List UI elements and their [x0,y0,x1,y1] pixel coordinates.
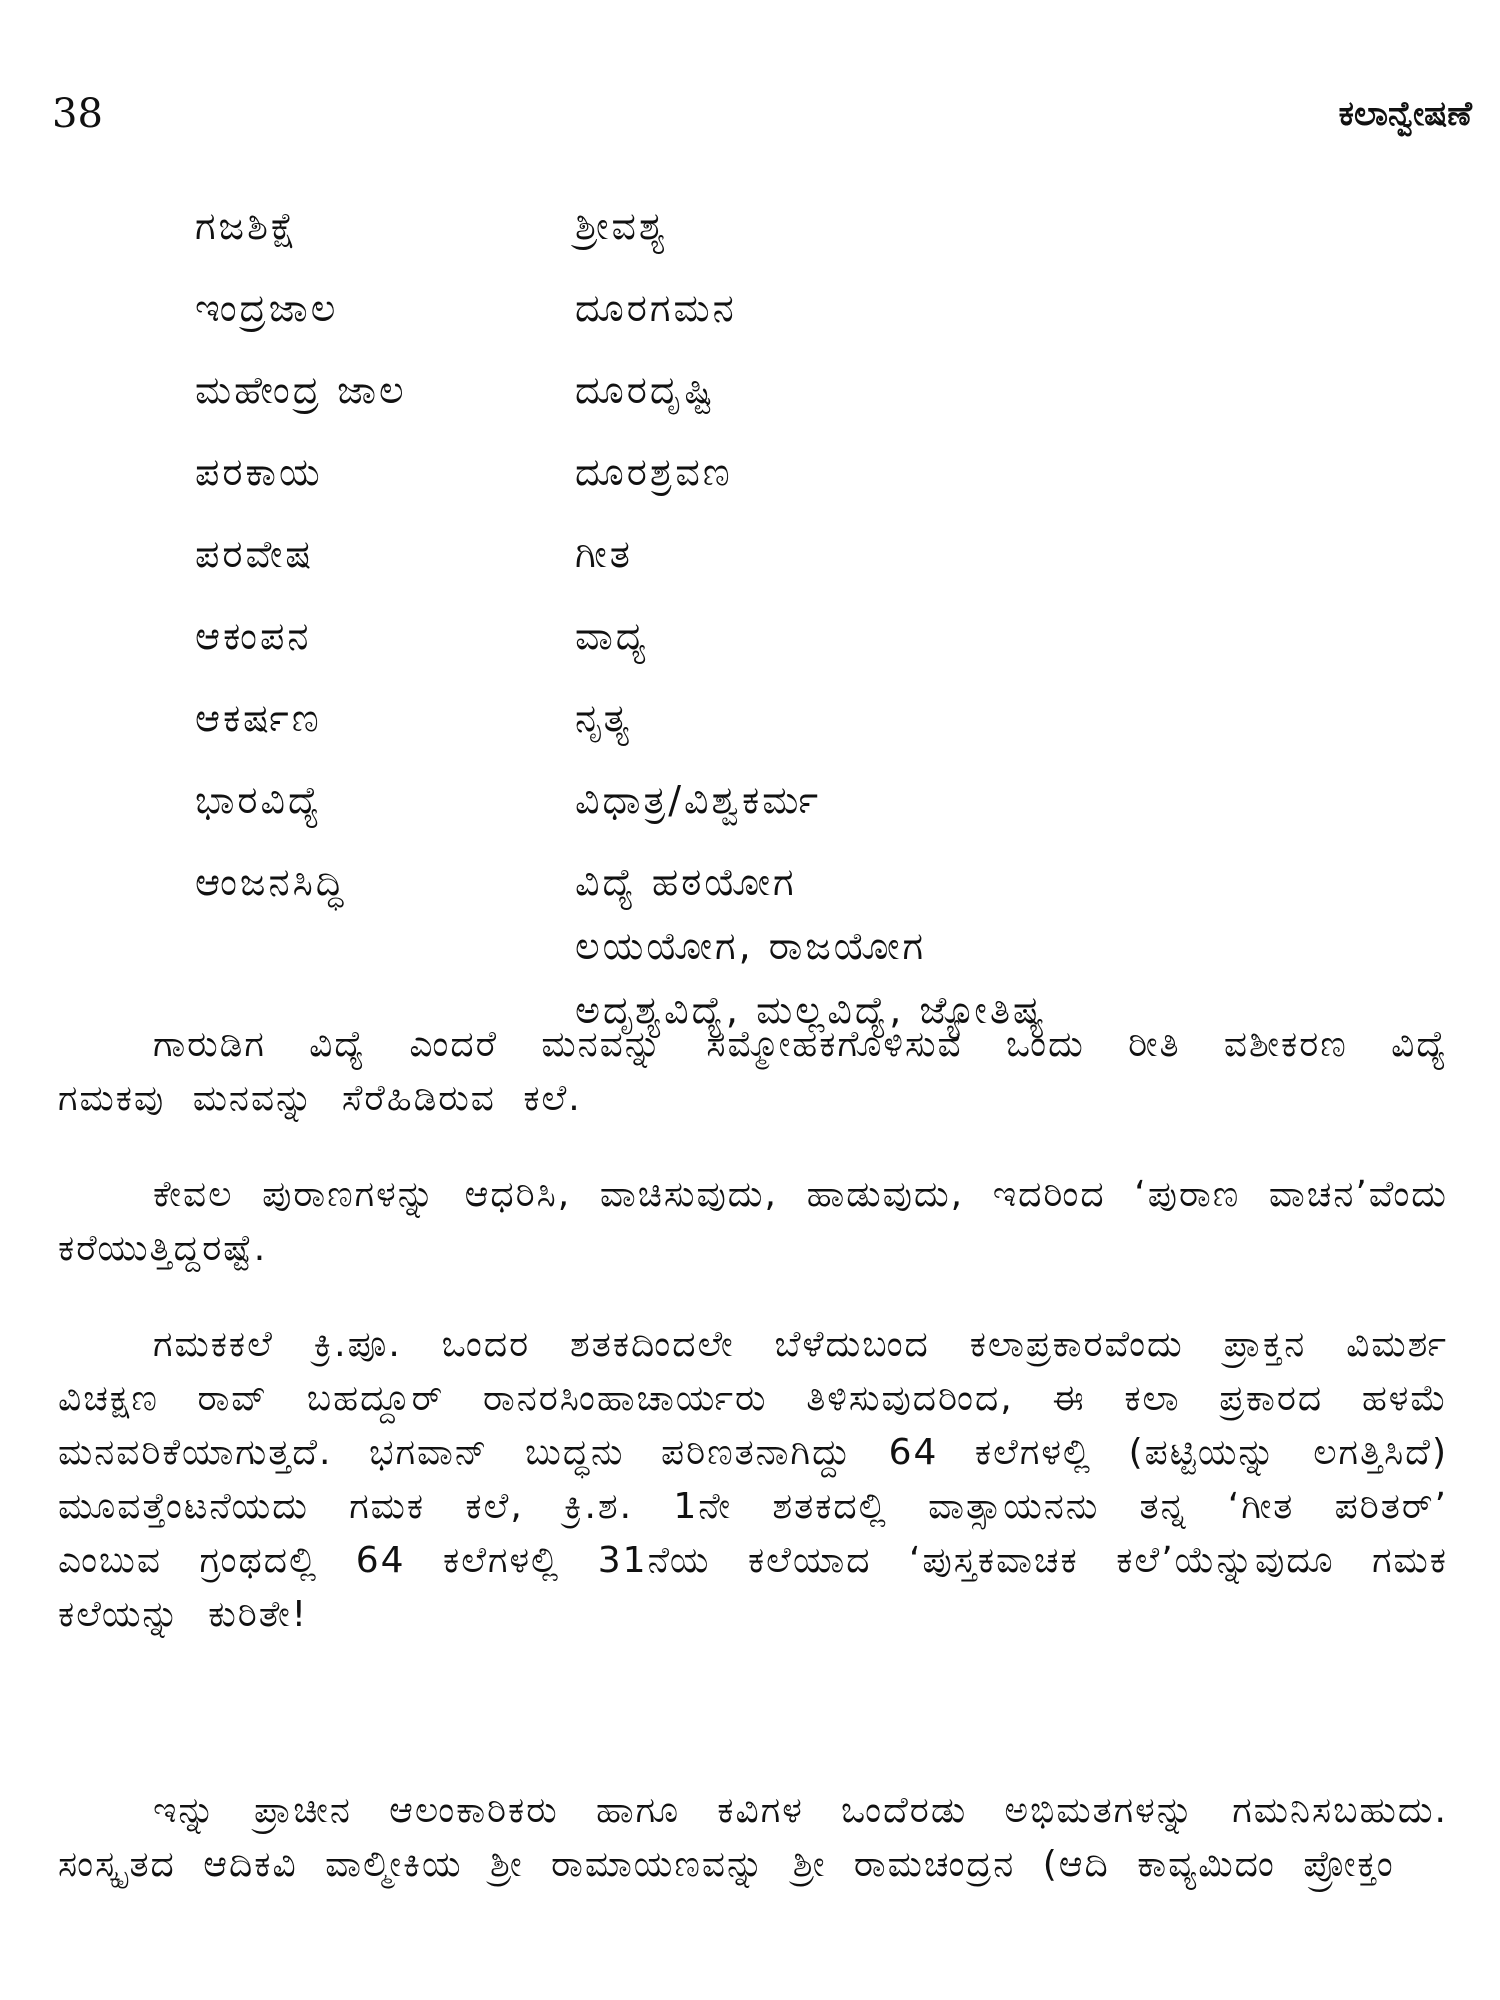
list-item-left: ಗಜಶಿಕ್ಷೆ [195,204,299,248]
list-item-right-line: ದೂರದೃಷ್ಟಿ [575,368,716,412]
list-item [195,524,1295,606]
list-item [195,770,1295,852]
arts-list [195,196,1295,1044]
list-item-left: ಇಂದ್ರಜಾಲ [195,286,339,330]
list-item-right [575,688,632,752]
list-item-right [575,278,737,342]
body-paragraph: ಕೇವಲ ಪುರಾಣಗಳನ್ನು ಆಧರಿಸಿ, ವಾಚಿಸುವುದು, ಹಾಡುವುದು, ಇದರಿಂದ ‘ಪುರಾಣ ವಾಚನ’ವೆಂದು ಕರೆಯುತ್ತಿದ್ದರಷ್ಟೆ. [58,1174,1448,1269]
list-item [195,196,1295,278]
list-item-right-line: ವಾದ್ಯ [575,614,649,658]
list-item-right-line: ವಿದ್ಯೆ ಹಠಯೋಗ [575,860,797,904]
list-item [195,688,1295,770]
list-item-left: ಆಂಜನಸಿದ್ಧಿ [195,860,347,904]
list-item-right [575,360,716,424]
list-item [195,442,1295,524]
list-item-right [575,196,668,260]
page-number: 38 [52,91,103,137]
list-item-left: ಮಹೇಂದ್ರ ಜಾಲ [195,368,407,412]
list-item-left: ಆಕರ್ಷಣ [195,696,322,740]
list-item-right [575,770,821,834]
list-item-right-line: ದೂರಶ್ರವಣ [575,450,733,494]
list-item-right [575,852,1047,1044]
list-item [195,278,1295,360]
list-item-right-line: ಶ್ರೀವಶ್ಯ [575,204,668,248]
list-item-left: ಭಾರವಿದ್ಯೆ [195,778,323,822]
list-item [195,852,1295,1044]
list-item-left: ಪರವೇಷ [195,532,315,576]
list-item-right-line: ಲಯಯೋಗ, ರಾಜಯೋಗ [575,924,927,968]
list-item [195,360,1295,442]
list-item [195,606,1295,688]
body-paragraph: ಗಮಕಕಲೆ ಕ್ರಿ.ಪೂ. ಒಂದರ ಶತಕದಿಂದಲೇ ಬೆಳೆದುಬಂದ ಕಲಾಪ್ರಕಾರವೆಂದು ಪ್ರಾಕ್ತನ ವಿಮರ್ಶ ವಿಚಕ್ಷಣ ರಾವ್ ಬಹದ್ದೂರ್ ರಾನರಸಿಂಹಾಚಾರ್ಯರು ತಿಳಿಸುವುದರಿಂದ, ಈ ಕಲಾ ಪ್ರಕಾರದ ಹಳಮೆ ಮನವರಿಕೆಯಾಗುತ್ತದೆ. ಭಗವಾನ್ ಬುದ್ಧನು ಪರಿಣತನಾಗಿದ್ದು 64 ಕಲೆಗಳಲ್ಲಿ (ಪಟ್ಟಿಯನ್ನು ಲಗತ್ತಿಸಿದೆ) ಮೂವತ್ತೆಂಟನೆಯದು ಗಮಕ ಕಲೆ, ಕ್ರಿ.ಶ. 1ನೇ ಶತಕದಲ್ಲಿ ವಾತ್ಸಾಯನನು ತನ್ನ ‘ಗೀತ ಪರಿತರ್’ ಎಂಬುವ ಗ್ರಂಥದಲ್ಲಿ 64 ಕಲೆಗಳಲ್ಲಿ 31ನೆಯ ಕಲೆಯಾದ ‘ಪುಸ್ತಕವಾಚಕ ಕಲೆ’ಯೆನ್ನುವುದೂ ಗಮಕ ಕಲೆಯನ್ನು ಕುರಿತೇ! [58,1324,1448,1635]
body-paragraph: ಇನ್ನು ಪ್ರಾಚೀನ ಆಲಂಕಾರಿಕರು ಹಾಗೂ ಕವಿಗಳ ಒಂದೆರಡು ಅಭಿಮತಗಳನ್ನು ಗಮನಿಸಬಹುದು. ಸಂಸ್ಕೃತದ ಆದಿಕವಿ ವಾಲ್ಮೀಕಿಯ ಶ್ರೀ ರಾಮಾಯಣವನ್ನು ಶ್ರೀ ರಾಮಚಂದ್ರನ (ಆದಿ ಕಾವ್ಯಮಿದಂ ಪ್ರೋಕ್ತಂ [58,1790,1448,1885]
list-item-right [575,442,733,506]
list-item-right-line: ಗೀತ [575,532,633,576]
list-item-right [575,606,649,670]
running-title: ಕಲಾನ್ವೇಷಣೆ [1338,94,1472,134]
list-item-right-line: ನೃತ್ಯ [575,696,632,740]
list-item-right-line: ವಿಧಾತ್ರ/ವಿಶ್ವಕರ್ಮ [575,778,822,822]
list-item-right [575,524,633,588]
list-item-right-line: ದೂರಗಮನ [575,286,737,330]
list-item-left: ಪರಕಾಯ [195,450,323,494]
list-item-left: ಆಕಂಪನ [195,614,312,658]
list-item-right-line: ಅದೃಶ್ಯವಿದ್ಯೆ, ಮಲ್ಲವಿದ್ಯೆ, ಜ್ಯೋತಿಷ್ಯ [575,988,1048,1032]
body-paragraph: ಗಾರುಡಿಗ ವಿದ್ಯೆ ಎಂದರೆ ಮನವನ್ನು ಸಮ್ಮೋಹಕಗೊಳಿಸುವ ಒಂದು ರೀತಿ ವಶೀಕರಣ ವಿದ್ಯೆ ಗಮಕವು ಮನವನ್ನು ಸೆರೆಹಿಡಿರುವ ಕಲೆ. [58,1024,1448,1119]
